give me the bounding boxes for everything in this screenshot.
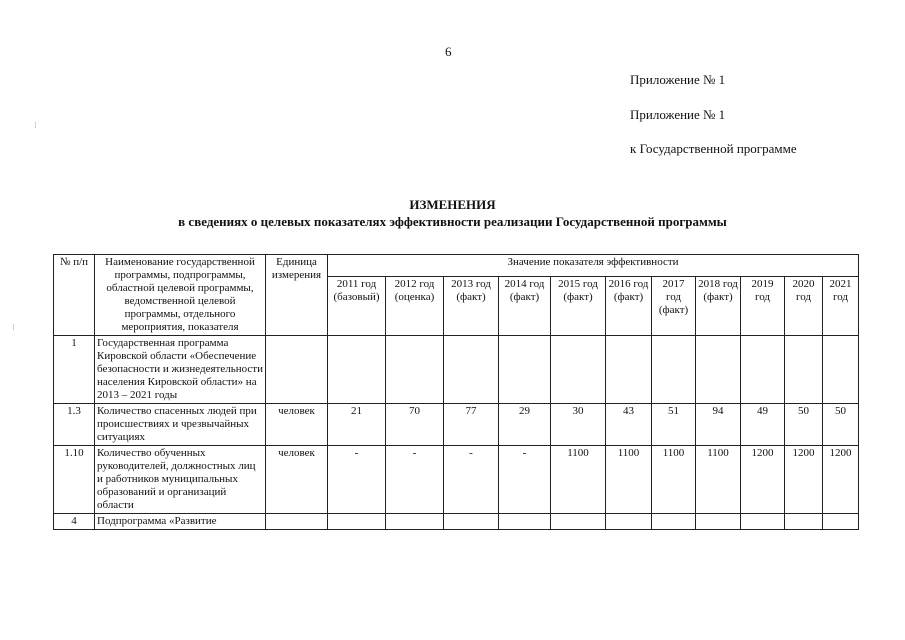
header-year: 2017 год (факт) [652, 277, 696, 336]
row-num: 1.3 [54, 404, 95, 446]
row-value: 43 [606, 404, 652, 446]
row-value [785, 336, 823, 404]
row-value: 49 [741, 404, 785, 446]
row-value [386, 514, 444, 530]
row-name: Подпрограмма «Развитие [95, 514, 266, 530]
table-row [54, 514, 859, 530]
row-name: Государственная программа Кировской области «Обеспечение безопасности и жизнедеятельности населения Кировской области» на 2013 – 2021 годы [95, 336, 266, 404]
row-value [444, 514, 499, 530]
header-year: 2021 год [823, 277, 859, 336]
row-value [328, 514, 386, 530]
row-value: - [328, 446, 386, 514]
header-year: 2019 год [741, 277, 785, 336]
header-values-group: Значение показателя эффективности [328, 255, 859, 277]
header-year: 2011 год (базовый) [328, 277, 386, 336]
row-value: 1200 [741, 446, 785, 514]
row-value: 1100 [696, 446, 741, 514]
table-row [54, 446, 859, 514]
row-value [652, 514, 696, 530]
row-value: 30 [551, 404, 606, 446]
row-value [823, 336, 859, 404]
appendix-line-2: Приложение № 1 [630, 107, 726, 122]
header-year: 2020 год [785, 277, 823, 336]
header-year: 2015 год (факт) [551, 277, 606, 336]
row-value: 21 [328, 404, 386, 446]
row-value [551, 514, 606, 530]
row-value [652, 336, 696, 404]
row-unit: человек [266, 446, 328, 514]
row-name: Количество обученных руководителей, должностных лиц и работников муниципальных образований и организаций области [95, 446, 266, 514]
row-value: 1100 [606, 446, 652, 514]
document-title: ИЗМЕНЕНИЯ [409, 197, 496, 212]
row-num: 4 [54, 514, 95, 530]
row-unit: человек [266, 404, 328, 446]
row-num: 1 [54, 336, 95, 404]
header-year: 2018 год (факт) [696, 277, 741, 336]
indicators-table [53, 254, 859, 530]
appendix-line-1: Приложение № 1 [630, 72, 726, 87]
row-value [741, 336, 785, 404]
row-value: 1200 [823, 446, 859, 514]
row-value [444, 336, 499, 404]
row-value: - [386, 446, 444, 514]
row-value: 50 [785, 404, 823, 446]
row-unit [266, 336, 328, 404]
row-value: 50 [823, 404, 859, 446]
header-year: 2016 год (факт) [606, 277, 652, 336]
row-value [328, 336, 386, 404]
row-value [823, 514, 859, 530]
row-value: - [499, 446, 551, 514]
table-row [54, 336, 859, 404]
row-value [696, 336, 741, 404]
page-number: 6 [445, 44, 452, 59]
row-value: 1100 [551, 446, 606, 514]
appendix-line-3: к Государственной программе [630, 141, 797, 156]
row-value [386, 336, 444, 404]
header-unit: Единица измерения [266, 255, 328, 336]
row-name: Количество спасенных людей при происшествиях и чрезвычайных ситуациях [95, 404, 266, 446]
row-value [551, 336, 606, 404]
table-row [54, 404, 859, 446]
row-value [606, 514, 652, 530]
header-year: 2014 год (факт) [499, 277, 551, 336]
row-value [499, 514, 551, 530]
row-value [785, 514, 823, 530]
scan-artifact: ⁝ [12, 322, 15, 332]
header-year: 2013 год (факт) [444, 277, 499, 336]
row-value [606, 336, 652, 404]
row-value [499, 336, 551, 404]
header-name: Наименование государственной программы, подпрограммы, областной целевой программы, ведомственной целевой программы, отдельного мероприятия, показателя [95, 255, 266, 336]
row-value: 70 [386, 404, 444, 446]
row-value: 1200 [785, 446, 823, 514]
header-num: № п/п [54, 255, 95, 336]
header-row-1 [54, 255, 859, 277]
row-value: 77 [444, 404, 499, 446]
row-value: 51 [652, 404, 696, 446]
row-value [741, 514, 785, 530]
document-subtitle: в сведениях о целевых показателях эффективности реализации Государственной программы [178, 214, 727, 229]
row-value: 1100 [652, 446, 696, 514]
row-num: 1.10 [54, 446, 95, 514]
row-value: 29 [499, 404, 551, 446]
row-value [696, 514, 741, 530]
row-unit [266, 514, 328, 530]
header-year: 2012 год (оценка) [386, 277, 444, 336]
row-value: 94 [696, 404, 741, 446]
row-value: - [444, 446, 499, 514]
scan-artifact: ⁝ [34, 120, 37, 130]
